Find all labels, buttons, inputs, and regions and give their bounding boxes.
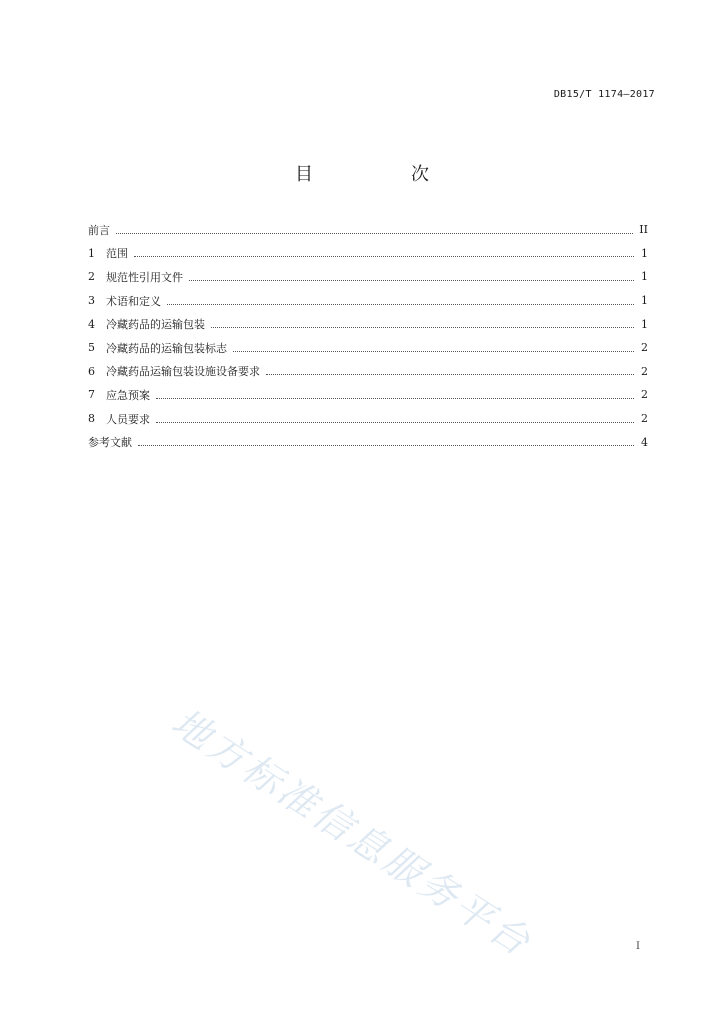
toc-entry-number: 3: [88, 294, 95, 308]
toc-entry-page: 1: [641, 294, 648, 308]
toc-entry-number: 6: [88, 364, 95, 378]
toc-entry-label: 冷藏药品的运输包装标志: [106, 341, 227, 355]
toc-dot-leader: [156, 397, 634, 399]
toc-entry-bibliography[interactable]: [88, 430, 648, 454]
toc-entry-transport-packaging[interactable]: [88, 312, 648, 336]
toc-entry-label: 应急预案: [106, 388, 150, 402]
toc-entry-label: 冷藏药品运输包装设施设备要求: [106, 365, 260, 379]
toc-entry-normative-references[interactable]: [88, 265, 648, 289]
toc-entry-packaging-marks[interactable]: [88, 336, 648, 360]
toc-title: 目 次: [295, 164, 469, 185]
toc-dot-leader: [189, 279, 634, 281]
toc-entry-page: 2: [641, 412, 648, 426]
toc-entry-label: 范围: [106, 247, 128, 261]
toc-entry-page: 2: [641, 364, 648, 378]
toc-entry-page: 1: [641, 317, 648, 331]
toc-entry-label: 冷藏药品的运输包装: [106, 318, 205, 332]
watermark: 地方标准信息服务平台: [164, 699, 541, 966]
toc-dot-leader: [233, 350, 634, 352]
toc-dot-leader: [266, 373, 634, 375]
toc-dot-leader: [116, 232, 633, 234]
toc-entry-emergency-plan[interactable]: [88, 383, 648, 407]
toc-entry-label: 人员要求: [106, 412, 150, 426]
toc-entry-number: 1: [88, 246, 95, 260]
toc-entry-page: 4: [641, 435, 648, 449]
toc-dot-leader: [167, 303, 634, 305]
toc-entry-label: 规范性引用文件: [106, 270, 183, 284]
page-number: I: [636, 941, 640, 952]
toc-entry-terms-definitions[interactable]: [88, 289, 648, 313]
toc-entry-page: 1: [641, 270, 648, 284]
toc-entry-page: 1: [641, 246, 648, 260]
toc-dot-leader: [156, 421, 634, 423]
toc-entry-number: 7: [88, 388, 95, 402]
toc-entry-page: II: [639, 223, 648, 237]
table-of-contents: [88, 218, 648, 454]
document-code: DB15/T 1174—2017: [553, 89, 655, 100]
toc-dot-leader: [211, 326, 634, 328]
toc-entry-label: 参考文献: [88, 436, 132, 450]
toc-entry-number: 4: [88, 317, 95, 331]
toc-entry-number: 8: [88, 412, 95, 426]
toc-entry-page: 2: [641, 388, 648, 402]
toc-entry-facility-requirements[interactable]: [88, 360, 648, 384]
toc-dot-leader: [134, 255, 634, 257]
toc-entry-page: 2: [641, 341, 648, 355]
toc-entry-number: 5: [88, 341, 95, 355]
toc-entry-foreword[interactable]: [88, 218, 648, 242]
toc-entry-scope[interactable]: [88, 242, 648, 266]
toc-entry-number: 2: [88, 270, 95, 284]
toc-dot-leader: [138, 444, 634, 446]
toc-entry-label: 术语和定义: [106, 294, 161, 308]
toc-entry-label: 前言: [88, 223, 110, 237]
toc-entry-personnel-requirements[interactable]: [88, 407, 648, 431]
